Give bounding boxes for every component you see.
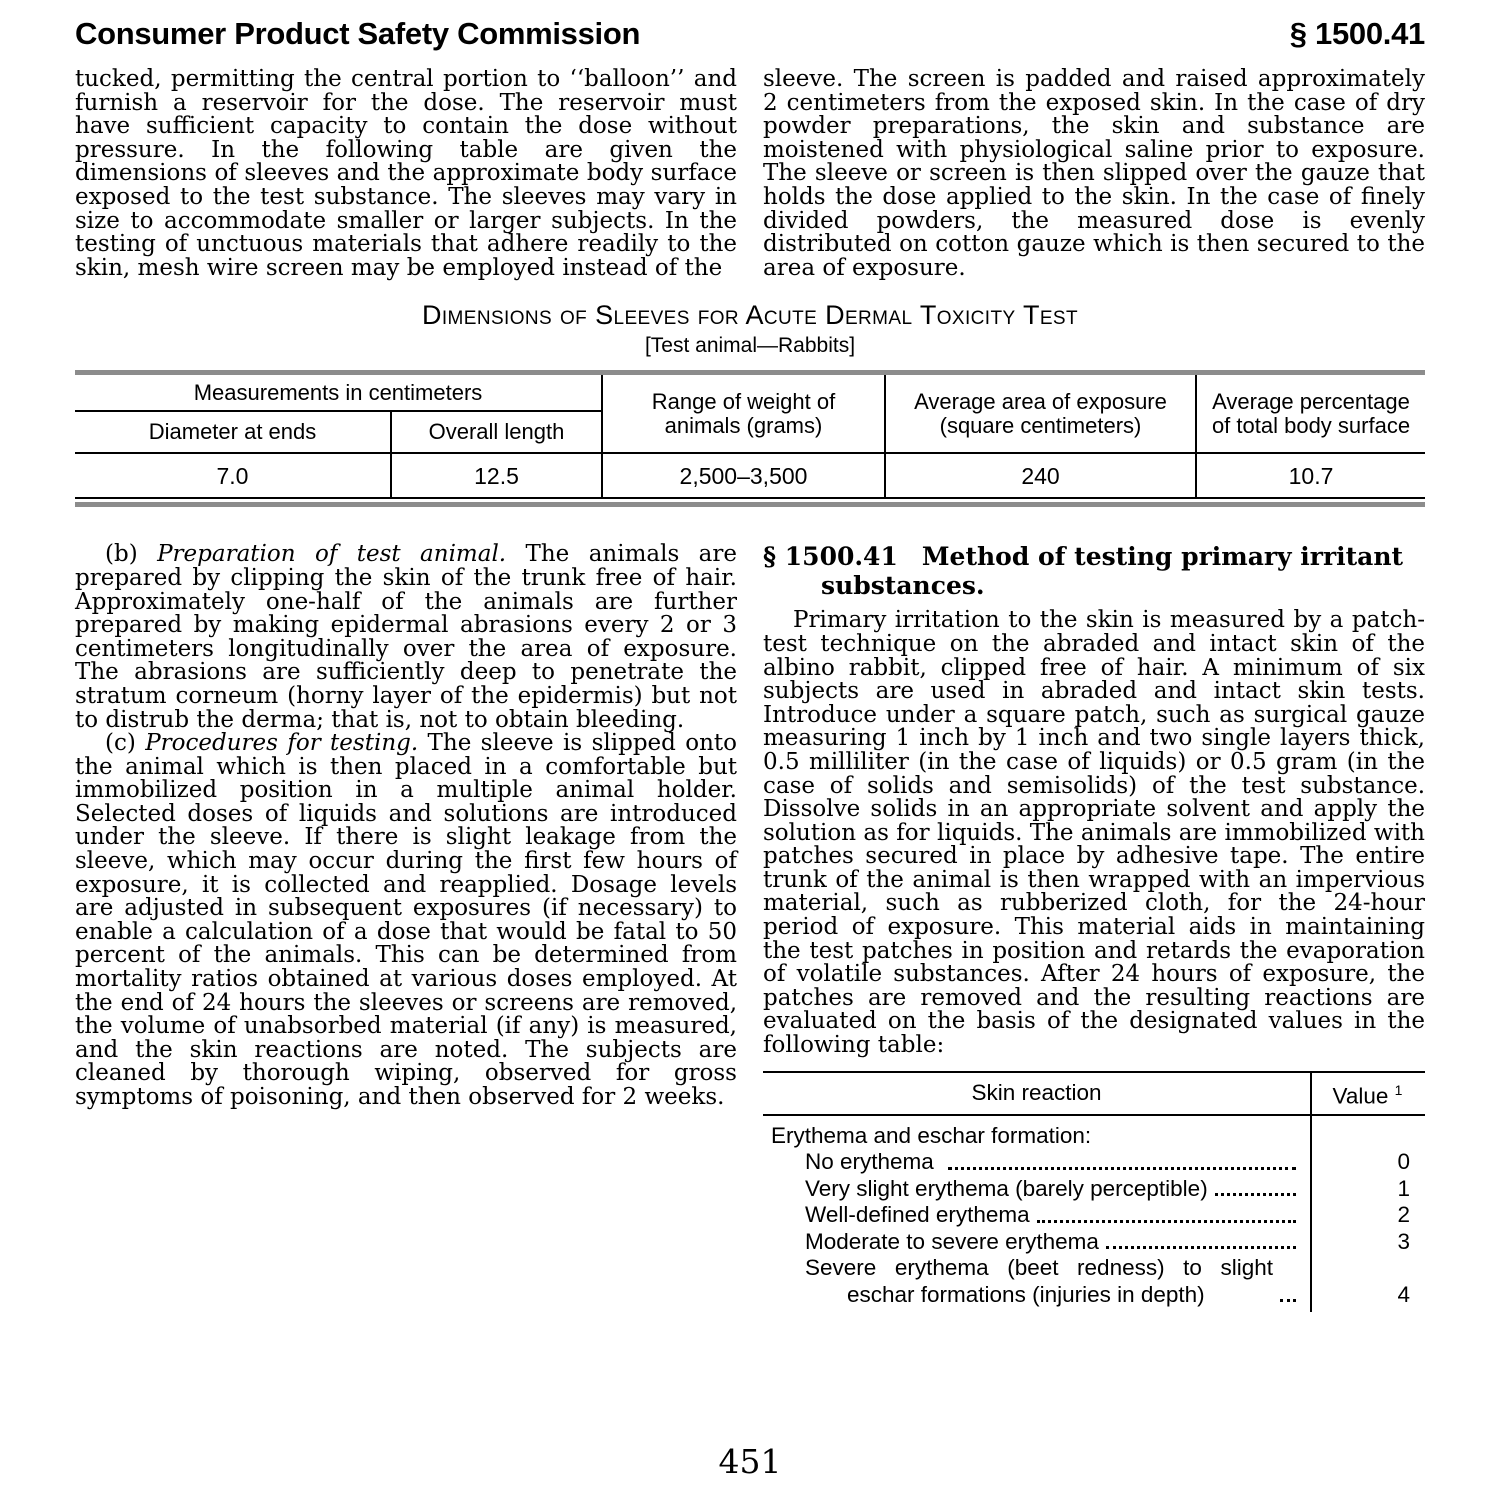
paragraph-c-body: The sleeve is slipped onto the animal which is then placed in a comfortable but immobilized position in a multiple animal holder. Selected doses of liquids and solutions are introduced under the sleeve. If there is slight leakage from the sleeve, which may occur during the first few hours of exposure, it is collected and reapplied. Dosage levels are adjusted in subsequent exposures (if necessary) to enable a calculation of a dose that would be fatal to 50 percent of the animals. This can be determined from mortality ratios obtained at various doses employed. At the end of 24 hours the sleeves or screens are removed, the volume of unabsorbed material (if any) is measured, and the skin reactions are noted. The subjects are cleaned by thorough wiping, observed for gross symptoms of poisoning, and then observed for 2 weeks. — [75, 730, 737, 1110]
paragraph-b-prefix: (b) — [105, 541, 158, 568]
row-label: Moderate to severe erythema — [805, 1228, 1099, 1254]
column-group-header-measurements: Measurements in centimeters — [75, 375, 601, 412]
skin-table-header-value — [1310, 1077, 1425, 1110]
row-group-label: Erythema and eschar formation: — [771, 1122, 1092, 1148]
paragraph-c — [75, 732, 737, 1110]
paragraph-c-prefix: (c) — [105, 730, 146, 757]
section-paragraph: Primary irritation to the skin is measured by a patch-test technique on the abraded and intact skin of the albino rabbit, clipped free of hair. A minimum of six subjects are used in abraded and intact skin tests. Introduce under a square patch, such as surgical gauze measuring 1 inch by 1 inch and two single layers thick, 0.5 milliliter (in the case of liquids) or 0.5 gram (in the case of solids and semisolids) of the test substance. Dissolve solids in an appropriate solvent and apply the solution as for liquids. The animals are immobilized with patches secured in place by adhesive tape. The entire trunk of the animal is then wrapped with an impervious material, such as rubberized cloth, for the 24-hour period of exposure. This material aids in maintaining the test patches in position and retards the evaporation of volatile substances. After 24 hours of exposure, the patches are removed and the resulting reactions are evaluated on the basis of the designated values in the following table: — [763, 607, 1425, 1059]
table-row — [763, 1149, 1425, 1176]
intro-right-column — [763, 68, 1425, 280]
dimensions-table-subtitle: [Test animal—Rabbits] — [644, 334, 856, 358]
column-header-area: Average area of exposure (square centimeters) — [884, 375, 1195, 452]
data-cell-weight: 2,500–3,500 — [601, 452, 884, 497]
dot-leader — [1280, 1299, 1296, 1302]
row-value: 1 — [1397, 1175, 1410, 1201]
masthead-title: Consumer Product Safety Commission — [75, 16, 641, 51]
intro-band — [75, 68, 1425, 280]
intro-left-paragraph: tucked, permitting the central portion to ‘‘balloon’’ and furnish a reservoir for the dose. The reservoir must have sufficient capacity to contain the dose without pressure. In the following table are given the dimensions of sleeves and the approximate body surface exposed to the test substance. The sleeves may vary in size to accommodate smaller or larger subjects. In the testing of unctuous materials that adhere readily to the skin, mesh wire screen may be employed instead of the — [75, 66, 737, 281]
dimensions-table-title: Dimensions of Sleeves for Acute Dermal Toxicity Test — [421, 300, 1079, 331]
body-right-column — [763, 543, 1425, 1312]
paragraph-b-body: The animals are prepared by clipping the skin of the trunk free of hair. Approximately one-half of the animals are further prepared by making epidermal abrasions every 2 or 3 centimeters longitudinally over the area of exposure. The abrasions are sufficiently deep to penetrate the stratum corneum (horny layer of the epidermis) but not to distrub the derma; that is, not to obtain bleeding. — [75, 541, 737, 733]
intro-left-column — [75, 68, 737, 280]
body-left-column — [75, 543, 737, 1312]
dimensions-table — [75, 370, 1425, 499]
row-value: 2 — [1397, 1202, 1410, 1228]
row-label: Severe erythema (beet redness) to slight eschar formations (injuries in depth) — [805, 1255, 1273, 1307]
table-row — [763, 1229, 1425, 1256]
row-value: 0 — [1397, 1149, 1410, 1175]
data-cell-length: 12.5 — [390, 452, 601, 497]
intro-right-paragraph: sleeve. The screen is padded and raised approximately 2 centimeters from the exposed skin. In the case of dry powder preparations, the skin and substance are moistened with physiological saline prior to exposure. The sleeve or screen is then slipped over the gauze that holds the dose applied to the skin. In the case of finely divided powders, the measured dose is evenly distributed on cotton gauze which is then secured to the area of exposure. — [763, 66, 1425, 281]
dot-leader — [1106, 1246, 1296, 1249]
page-number: 451 — [718, 1442, 782, 1481]
skin-reaction-table — [763, 1071, 1425, 1313]
masthead — [75, 16, 1425, 52]
dot-leader — [948, 1167, 1296, 1170]
column-header-length: Overall length — [390, 412, 601, 452]
row-label: Very slight erythema (barely perceptible) — [805, 1175, 1208, 1201]
data-cell-area: 240 — [884, 452, 1195, 497]
value-header-text: Value — [1332, 1083, 1389, 1109]
section-heading — [763, 543, 1425, 600]
table-row — [763, 1123, 1425, 1150]
dimensions-table-section — [75, 300, 1425, 507]
table-row — [763, 1202, 1425, 1229]
data-cell-percent: 10.7 — [1195, 452, 1425, 497]
dot-leader — [1037, 1220, 1296, 1223]
column-header-diameter: Diameter at ends — [148, 419, 317, 445]
data-cell-diameter: 7.0 — [75, 452, 390, 497]
section-number: § 1500.41 — [763, 542, 898, 572]
dot-leader — [1215, 1193, 1296, 1196]
table-row — [763, 1255, 1425, 1308]
row-value: 3 — [1397, 1228, 1410, 1254]
value-column-divider — [1310, 1073, 1312, 1313]
paragraph-b-lead: Preparation of test animal. — [157, 541, 507, 568]
skin-table-header-reaction: Skin reaction — [971, 1079, 1102, 1105]
table-bottom-rule — [75, 502, 1425, 507]
column-header-percent: Average percentage of total body surface — [1195, 375, 1425, 452]
row-label: Well-defined erythema — [805, 1202, 1030, 1228]
paragraph-c-lead: Procedures for testing. — [145, 730, 419, 757]
row-value: 4 — [1397, 1281, 1410, 1307]
body-band — [75, 543, 1425, 1312]
column-header-weight: Range of weight of animals (grams) — [601, 375, 884, 452]
section-title: Method of testing primary irritant substances. — [821, 542, 1404, 600]
value-footnote-marker: 1 — [1394, 1081, 1403, 1098]
paragraph-b — [75, 543, 737, 732]
table-row — [763, 1176, 1425, 1203]
skin-table-body — [763, 1116, 1425, 1313]
masthead-section-ref: § 1500.41 — [1289, 16, 1425, 51]
row-label: No erythema — [805, 1149, 934, 1175]
skin-table-header — [763, 1073, 1425, 1116]
